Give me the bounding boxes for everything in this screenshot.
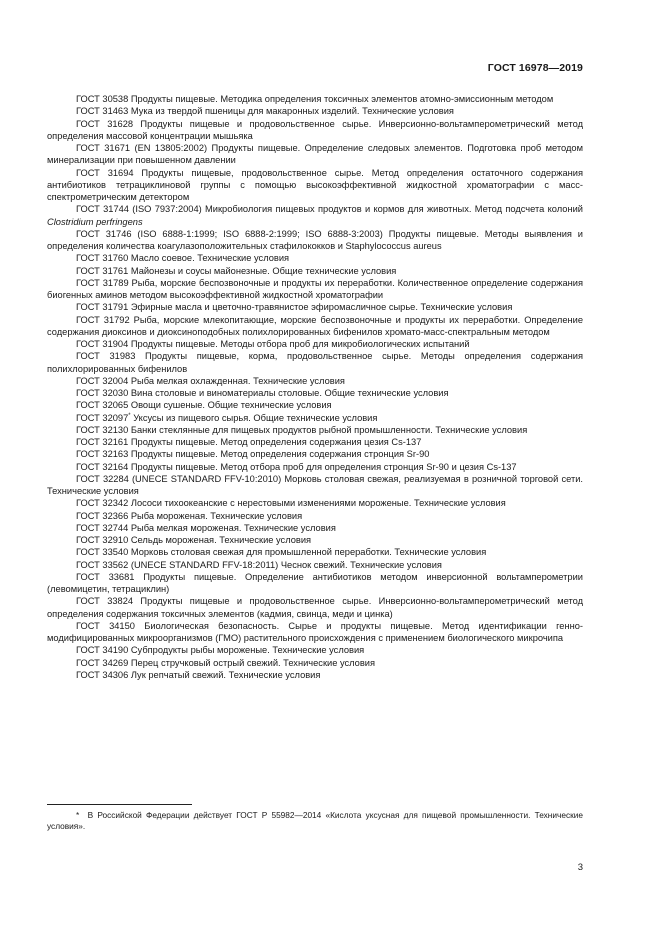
list-item: ГОСТ 34269 Перец стручковый острый свежий. Технические условия [76, 657, 376, 668]
list-item: ГОСТ 31746 (ISO 6888-1:1999; ISO 6888-2:1999; ISO 6888-3:2003) Продукты пищевые. Методы выявления и определения количества коагулазоположительных стафилококков и Staphylococcus aureus [47, 228, 583, 251]
list-item: ГОСТ 32284 (UNECE STANDARD FFV-10:2010) Морковь столовая свежая, реализуемая в розничной торговой сети. Технические условия [47, 473, 583, 496]
list-item: ГОСТ 32065 Овощи сушеные. Общие технические условия [76, 400, 332, 411]
page-header: ГОСТ 16978—2019 [487, 62, 583, 74]
list-item-text: ГОСТ 32097 [76, 412, 129, 423]
list-item: ГОСТ 31671 (EN 13805:2002) Продукты пищевые. Определение следовых элементов. Подготовка проб методом минерализации при повышенном давлении [47, 143, 583, 166]
footnote-divider [47, 804, 192, 805]
page-number: 3 [577, 862, 583, 873]
list-item: ГОСТ 31792 Рыба, морские млекопитающие, морские беспозвоночные и продукты их переработки. Определение содержания диоксинов и диоксиноподобных полихлорированных бифенилов хромато-масс-спектральным методом [47, 314, 583, 337]
footnote-reference[interactable]: * [128, 412, 131, 419]
footnote-body: В Российской Федерации действует ГОСТ Р 55982—2014 «Кислота уксусная для пищевой промышленности. Технические условия». [47, 810, 583, 831]
list-item: ГОСТ 32163 Продукты пищевые. Метод определения содержания стронция Sr-90 [76, 449, 430, 460]
list-item: ГОСТ 30538 Продукты пищевые. Методика определения токсичных элементов атомно-эмиссионным методом [76, 94, 554, 104]
list-item: ГОСТ 31791 Эфирные масла и цветочно-травянистое эфиромасличное сырье. Технические условия [76, 302, 513, 313]
list-item: ГОСТ 32130 Банки стеклянные для пищевых продуктов рыбной промышленности. Технические условия [76, 424, 528, 435]
list-item: ГОСТ 32030 Вина столовые и виноматериалы столовые. Общие технические условия [76, 388, 449, 398]
list-item: ГОСТ 32910 Сельдь мороженая. Технические условия [76, 535, 312, 545]
normative-references-list [47, 93, 583, 681]
list-item: ГОСТ 31983 Продукты пищевые, корма, продовольственное сырье. Методы определения содержания полихлорированных бифенилов [47, 351, 583, 374]
list-item: ГОСТ 33562 (UNECE STANDARD FFV-18:2011) Чеснок свежий. Технические условия [76, 559, 442, 570]
footnote [47, 810, 583, 832]
list-item: ГОСТ 31463 Мука из твердой пшеницы для макаронных изделий. Технические условия [76, 106, 454, 117]
footnote-marker: * [76, 810, 80, 820]
species-name: Clostridium perfringens [47, 216, 143, 227]
list-item: ГОСТ 32004 Рыба мелкая охлажденная. Технические условия [76, 375, 345, 386]
list-item [47, 203, 583, 228]
list-item: ГОСТ 34306 Лук репчатый свежий. Технические условия [76, 669, 321, 680]
list-item: ГОСТ 33681 Продукты пищевые. Определение антибиотиков методом инверсионной вольтамперометрии (левомицетин, тетрациклин) [47, 571, 583, 594]
list-item: ГОСТ 34150 Биологическая безопасность. Сырье и продукты пищевые. Метод идентификации генно-модифицированных микроорганизмов (ГМО) растительного происхождения с применением биологического микрочипа [47, 620, 583, 643]
list-item: ГОСТ 32744 Рыба мелкая мороженая. Технические условия [76, 522, 336, 533]
list-item: ГОСТ 33540 Морковь столовая свежая для промышленной переработки. Технические условия [76, 547, 487, 558]
list-item: ГОСТ 33824 Продукты пищевые и продовольственное сырье. Инверсионно-вольтамперометрический метод определения содержания токсичных элементов (кадмия, свинца, меди и цинка) [47, 596, 583, 619]
list-item: ГОСТ 32164 Продукты пищевые. Метод отбора проб для определения стронция Sr-90 и цезия Cs-137 [76, 461, 517, 472]
list-item [47, 412, 583, 424]
list-item: ГОСТ 31904 Продукты пищевые. Методы отбора проб для микробиологических испытаний [76, 339, 470, 349]
list-item: ГОСТ 32366 Рыба мороженая. Технические условия [76, 510, 303, 521]
list-item: ГОСТ 32342 Лососи тихоокеанские с нерестовыми изменениями мороженые. Технические условия [76, 498, 506, 509]
list-item: ГОСТ 31694 Продукты пищевые, продовольственное сырье. Метод определения остаточного содержания антибиотиков тетрациклиновой группы с помощью высокоэффективной жидкостной хроматографии с масс-спектрометрическим детектором [47, 167, 583, 202]
list-item: ГОСТ 31761 Майонезы и соусы майонезные. Общие технические условия [76, 265, 397, 276]
list-item: ГОСТ 31628 Продукты пищевые и продовольственное сырье. Инверсионно-вольтамперометрический метод определения массовой концентрации мышьяка [47, 118, 583, 141]
list-item: ГОСТ 32161 Продукты пищевые. Метод определения содержания цезия Cs-137 [76, 437, 422, 447]
list-item-text: ГОСТ 31744 (ISO 7937:2004) Микробиология пищевых продуктов и кормов для животных. Метод подсчета колоний [76, 204, 583, 215]
list-item-text: Уксусы из пищевого сырья. Общие технические условия [130, 412, 378, 423]
footnote-text [47, 810, 583, 832]
list-item: ГОСТ 34190 Субпродукты рыбы мороженые. Технические условия [76, 645, 365, 656]
list-item: ГОСТ 31789 Рыба, морские беспозвоночные и продукты их переработки. Количественное определение содержания биогенных аминов методом высокоэффективной жидкостной хроматографии [47, 277, 583, 300]
list-item: ГОСТ 31760 Масло соевое. Технические условия [76, 253, 290, 264]
